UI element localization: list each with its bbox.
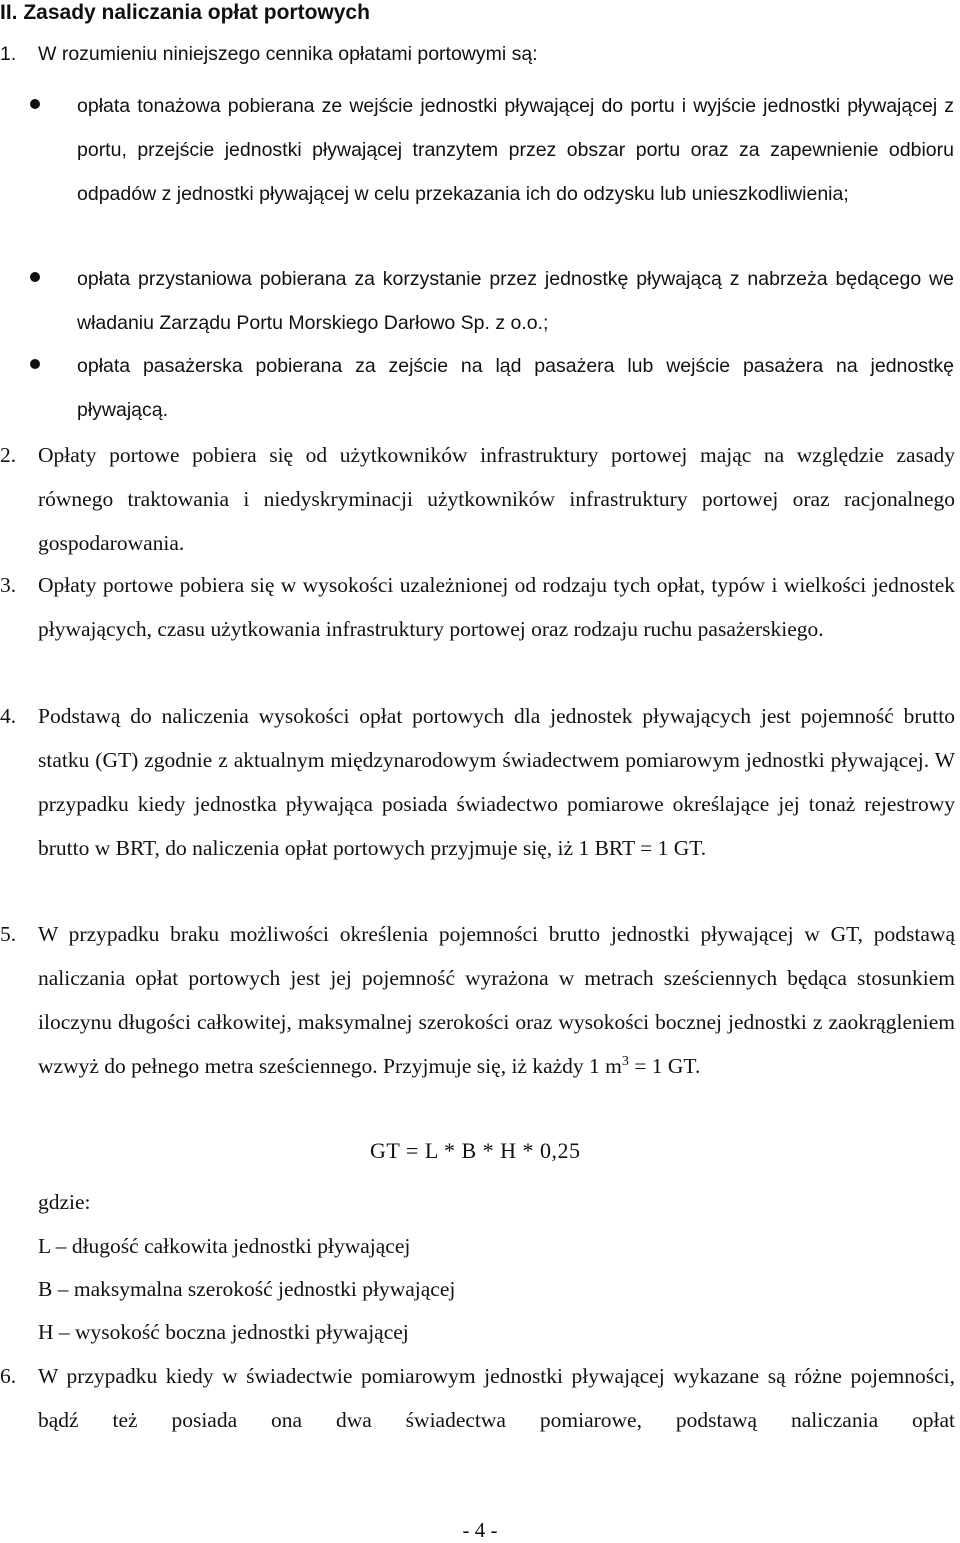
bullet-item-berth-fee: opłata przystaniowa pobierana za korzystanie przez jednostkę pływającą z nabrzeża będącego we władaniu Zarządu Portu Morskiego Darłowo Sp. z o.o.; <box>77 268 954 334</box>
paragraph-3-number: 3. <box>0 573 17 597</box>
definition-height: H – wysokość boczna jednostki pływającej <box>38 1320 409 1344</box>
paragraph-5-number: 5. <box>0 922 17 946</box>
page-number: - 4 - <box>462 1518 498 1542</box>
definition-length: L – długość całkowita jednostki pływającej <box>38 1234 411 1258</box>
bullet-icon <box>30 99 40 109</box>
where-label: gdzie: <box>38 1190 91 1214</box>
paragraph-2-text: Opłaty portowe pobiera się od użytkowników infrastruktury portowej mając na względzie zasady równego traktowania i niedyskryminacji użytkowników infrastruktury portowej oraz racjonalnego gospodarowania. <box>38 443 955 555</box>
paragraph-1-intro: W rozumieniu niniejszego cennika opłatami portowymi są: <box>38 43 538 65</box>
section-heading: II. Zasady naliczania opłat portowych <box>0 1 370 24</box>
paragraph-5-tail: = 1 GT. <box>628 1054 701 1078</box>
gt-formula: GT = L * B * H * 0,25 <box>370 1138 581 1163</box>
definition-breadth: B – maksymalna szerokość jednostki pływającej <box>38 1277 456 1301</box>
paragraph-6-number: 6. <box>0 1364 17 1388</box>
paragraph-3-text: Opłaty portowe pobiera się w wysokości uzależnionej od rodzaju tych opłat, typów i wielkości jednostek pływających, czasu użytkowania infrastruktury portowej oraz rodzaju ruchu pasażerskiego. <box>38 573 955 641</box>
paragraph-2-number: 2. <box>0 443 17 467</box>
cubic-superscript: 3 <box>621 1054 629 1069</box>
paragraph-5-text <box>38 912 955 1088</box>
bullet-item-tonnage-fee: opłata tonażowa pobierana ze wejście jednostki pływającej do portu i wyjście jednostki pływającej z portu, przejście jednostki pływającej tranzytem przez obszar portu oraz za zapewnienie odbioru odpadów z jednostki pływającej w celu przekazania ich do odzysku lub unieszkodliwienia; <box>77 95 954 205</box>
paragraph-6-text: W przypadku kiedy w świadectwie pomiarowym jednostki pływającej wykazane są różne pojemności, bądź też posiada ona dwa świadectwa pomiarowe, podstawą naliczania opłat <box>38 1364 955 1432</box>
bullet-icon <box>30 272 40 282</box>
paragraph-5-body: W przypadku braku możliwości określenia pojemności brutto jednostki pływającej w GT, podstawą naliczania opłat portowych jest jej pojemność wyrażona w metrach sześciennych będąca stosunkiem iloczynu długości całkowitej, maksymalnej szerokości oraz wysokości bocznej jednostki z zaokrągleniem wzwyż do pełnego metra sześciennego. Przyjmuje się, iż każdy 1 m <box>38 922 955 1078</box>
paragraph-4-number: 4. <box>0 704 17 728</box>
paragraph-4-text: Podstawą do naliczenia wysokości opłat portowych dla jednostek pływających jest pojemność brutto statku (GT) zgodnie z aktualnym międzynarodowym świadectwem pomiarowym jednostki pływającej. W przypadku kiedy jednostka pływająca posiada świadectwo pomiarowe określające jej tonaż rejestrowy brutto w BRT, do naliczenia opłat portowych przyjmuje się, iż 1 BRT = 1 GT. <box>38 704 955 860</box>
bullet-item-passenger-fee: opłata pasażerska pobierana za zejście na ląd pasażera lub wejście pasażera na jednostkę pływającą. <box>77 355 954 421</box>
bullet-icon <box>30 359 40 369</box>
paragraph-1-number: 1. <box>0 43 17 65</box>
